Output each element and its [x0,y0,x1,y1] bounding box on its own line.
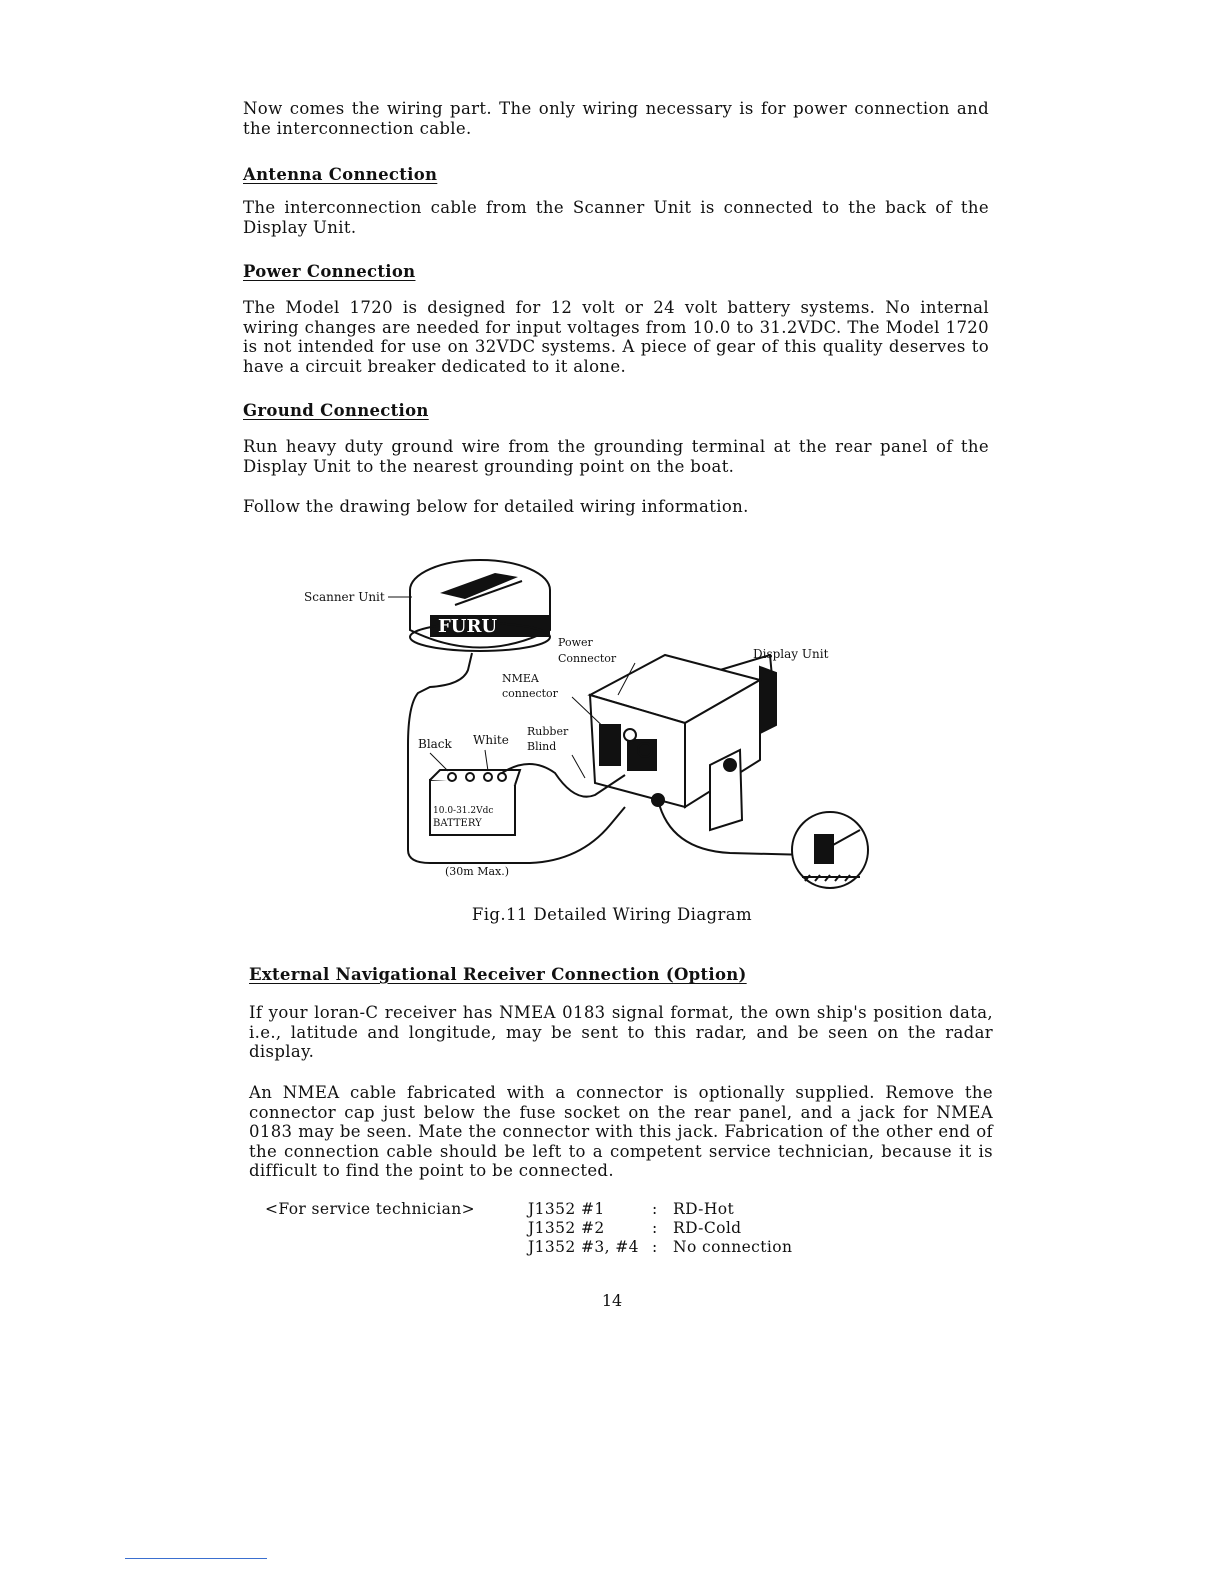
black-wire-label: Black [418,737,452,751]
pin-1-value: RD-Hot [673,1200,735,1218]
white-wire-label: White [473,733,509,747]
rubber-blind-label-2: Blind [527,740,557,753]
nmea-label-2: connector [502,687,558,700]
cable-length-label: (30m Max.) [445,865,510,878]
pin-2-value: RD-Cold [673,1219,742,1237]
external-paragraph-1: If your loran-C receiver has NMEA 0183 signal format, the own ship's position data, i.e., latitude and longitude, may be sent to this radar, and be seen on the radar display. [249,1003,993,1061]
pin-1-sep: : [652,1200,658,1218]
ground-paragraph: Run heavy duty ground wire from the grounding terminal at the rear panel of the Display Unit to the nearest grounding point on the boat. [243,437,989,476]
power-heading: Power Connection [243,262,416,281]
power-connector-label-2: Connector [558,652,617,665]
antenna-heading: Antenna Connection [243,165,438,184]
antenna-paragraph: The interconnection cable from the Scanner Unit is connected to the back of the Display Unit. [243,198,989,237]
nmea-label-1: NMEA [502,672,539,685]
pin-3-sep: : [652,1238,658,1256]
power-paragraph: The Model 1720 is designed for 12 volt or 24 volt battery systems. No internal wiring changes are needed for input voltages from 10.0 to 31.2VDC. The Model 1720 is not intended for use on 32VDC systems. A piece of gear of this quality deserves to have a circuit breaker dedicated to it alone. [243,298,989,376]
page-number: 14 [601,1291,623,1310]
intro-paragraph: Now comes the wiring part. The only wiring necessary is for power connection and the interconnection cable. [243,99,989,138]
wiring-diagram [290,545,910,890]
pin-2: J1352 #2 [528,1219,605,1237]
footnote-rule [125,1558,267,1559]
scanner-brand-text: FURU [438,616,498,637]
ground-heading: Ground Connection [243,401,429,420]
display-unit-label: Display Unit [753,647,829,661]
pin-2-sep: : [652,1219,658,1237]
technician-label: <For service technician> [265,1200,476,1218]
figure-caption: Fig.11 Detailed Wiring Diagram [471,905,753,924]
external-heading: External Navigational Receiver Connection (Option) [249,965,747,984]
battery-label: BATTERY [433,818,482,829]
pin-1: J1352 #1 [528,1200,605,1218]
pin-3-value: No connection [673,1238,793,1256]
scanner-unit-label: Scanner Unit [304,590,385,604]
ground-terminal-detail [792,812,868,888]
pin-3: J1352 #3, #4 [528,1238,639,1256]
rubber-blind-label-1: Rubber [527,725,569,738]
follow-paragraph: Follow the drawing below for detailed wiring information. [243,497,749,516]
power-connector-label-1: Power [558,636,593,649]
external-paragraph-2: An NMEA cable fabricated with a connector is optionally supplied. Remove the connector cap just below the fuse socket on the rear panel, and a jack for NMEA 0183 may be seen. Mate the connector with this jack. Fabrication of the other end of the connection cable should be left to a competent service technician, because it is difficult to find the point to be connected. [249,1083,993,1180]
scanner-unit-dome [410,560,550,651]
battery-voltage-label: 10.0-31.2Vdc [433,806,494,816]
display-unit-box [590,655,776,830]
